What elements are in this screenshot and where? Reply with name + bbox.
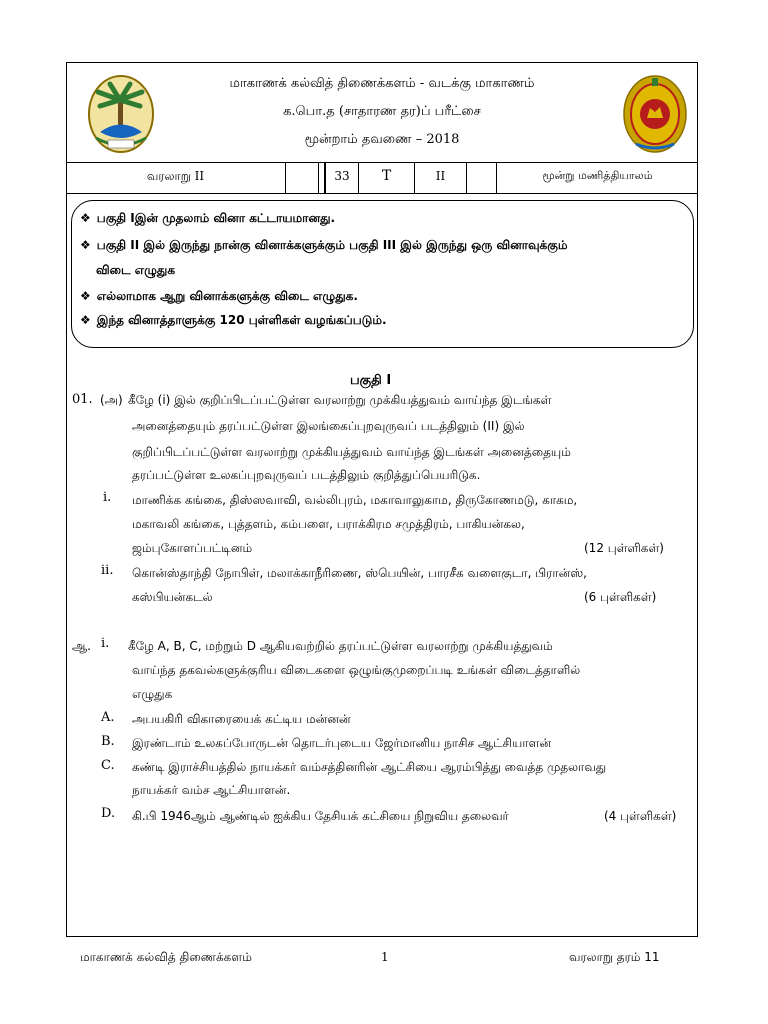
marks-label: (6 புள்ளிகள்): [584, 590, 657, 604]
section-title: பகுதி I: [350, 373, 392, 388]
subpart-label: i.: [101, 636, 110, 651]
place-list: கொன்ஸ்தாந்தி நோபிள், மலாக்காநீரிணை, ஸ்பெயின், பாரசீக வளைகுடா, பிரான்ஸ்,: [132, 566, 587, 580]
paper-number-cell: II: [415, 163, 467, 193]
footer-subject-grade: வரலாறு தரம் 11: [569, 950, 660, 964]
instruction-item: ❖ பகுதி Iஇன் முதலாம் வினா கட்டாயமானது.: [80, 211, 336, 225]
item-text: கி.பி 1946ஆம் ஆண்டில் ஐக்கிய தேசியக் கட்சியை நிறுவிய தலைவர்: [132, 809, 509, 823]
subject-code-cell: 33: [325, 163, 359, 193]
diamond-bullet-icon: ❖: [80, 238, 91, 252]
place-list: கஸ்பியன்கடல்: [132, 590, 213, 604]
sri-lanka-emblem: [622, 74, 688, 154]
duration-cell: மூன்று மணித்தியாலம்: [542, 169, 653, 182]
place-list: மகாவலி கங்கை, புத்தளம், கம்பளை, பராக்கிரம சமுத்திரம், பாகியன்கல,: [132, 517, 525, 531]
empty-cell: [467, 163, 497, 193]
item-text: அபயகிரி விகாரையைக் கட்டிய மன்னன்: [132, 712, 351, 726]
instruction-item: ❖ எல்லாமாக ஆறு வினாக்களுக்கு விடை எழுதுக.: [80, 289, 358, 303]
question-text: தரப்பட்டுள்ள உலகப்புறவுருவப் படத்திலும் குறித்துப்பெயரிடுக.: [132, 468, 481, 482]
item-letter: D.: [101, 806, 116, 821]
header-line-department: மாகாணக் கல்வித் திணைக்களம் - வடக்கு மாகாணம்: [229, 76, 535, 91]
question-text: குறிப்பிடப்பட்டுள்ள வரலாற்று முக்கியத்துவம் வாய்ந்த இடங்கள் அனைத்தையும்: [132, 445, 571, 459]
question-text: வாய்ந்த தகவல்களுக்குரிய விடைகளை ஒழுங்குமுறைப்படி உங்கள் விடைத்தாளில்: [132, 663, 581, 677]
instruction-continuation: விடை எழுதுக: [96, 263, 176, 277]
subject-cell: வரலாறு II: [66, 163, 286, 193]
question-text: எழுதுக: [132, 687, 173, 701]
marks-label: (4 புள்ளிகள்): [604, 809, 677, 823]
item-text: இரண்டாம் உலகப்போருடன் தொடர்புடைய ஜேர்மானிய நாசிச ஆட்சியாளன்: [132, 736, 552, 750]
header-line-term: மூன்றாம் தவணை – 2018: [304, 132, 460, 147]
footer-department: மாகாணக் கல்வித் திணைக்களம்: [80, 950, 252, 964]
question-number: 01.: [72, 392, 93, 407]
place-list: மாணிக்க கங்கை, திஸ்ஸவாவி, வல்லிபுரம், மகாவாலுகாம, திருகோணமடு, காகம,: [132, 493, 578, 507]
marks-label: (12 புள்ளிகள்): [584, 541, 664, 555]
item-letter: A.: [101, 710, 115, 725]
page-number: 1: [381, 950, 389, 964]
exam-header: [66, 62, 698, 163]
item-text: கண்டி இராச்சியத்தில் நாயக்கர் வம்சத்தினரின் ஆட்சியை ஆரம்பித்து வைத்த முதலாவது: [132, 760, 607, 774]
question-text: கீழே A, B, C, மற்றும் D ஆகியவற்றில் தரப்பட்டுள்ள வரலாற்று முக்கியத்துவம்: [128, 639, 553, 653]
subpart-label: ii.: [101, 563, 114, 578]
paper-info-row: [66, 163, 698, 194]
part-label: ஆ.: [72, 639, 91, 653]
header-line-exam: க.பொ.த (சாதாரண தர)ப் பரீட்சை: [283, 104, 481, 119]
item-text: நாயக்கர் வம்ச ஆட்சியாளன்.: [132, 783, 291, 797]
item-letter: C.: [101, 758, 115, 773]
item-letter: B.: [101, 734, 115, 749]
part-label: (அ): [100, 393, 123, 407]
question-text: அனைத்தையும் தரப்பட்டுள்ள இலங்கைப்புறவுருவப் படத்திலும் (II) இல்: [132, 419, 525, 433]
diamond-bullet-icon: ❖: [80, 211, 91, 225]
subpart-label: i.: [103, 490, 112, 505]
diamond-bullet-icon: ❖: [80, 313, 91, 327]
place-list: ஜம்புகோளப்பட்டினம்: [132, 541, 253, 555]
instructions-box: [71, 200, 694, 348]
medium-cell: T: [359, 163, 415, 193]
instruction-item: ❖ பகுதி II இல் இருந்து நான்கு வினாக்களுக்கும் பகுதி III இல் இருந்து ஒரு வினாவுக்கும்: [80, 238, 568, 252]
diamond-bullet-icon: ❖: [80, 289, 91, 303]
question-text: கீழே (i) இல் குறிப்பிடப்பட்டுள்ள வரலாற்று முக்கியத்துவம் வாய்ந்த இடங்கள்: [128, 393, 552, 407]
instruction-item: ❖ இந்த வினாத்தாளுக்கு 120 புள்ளிகள் வழங்கப்படும்.: [80, 313, 387, 327]
empty-cell: [286, 163, 319, 193]
